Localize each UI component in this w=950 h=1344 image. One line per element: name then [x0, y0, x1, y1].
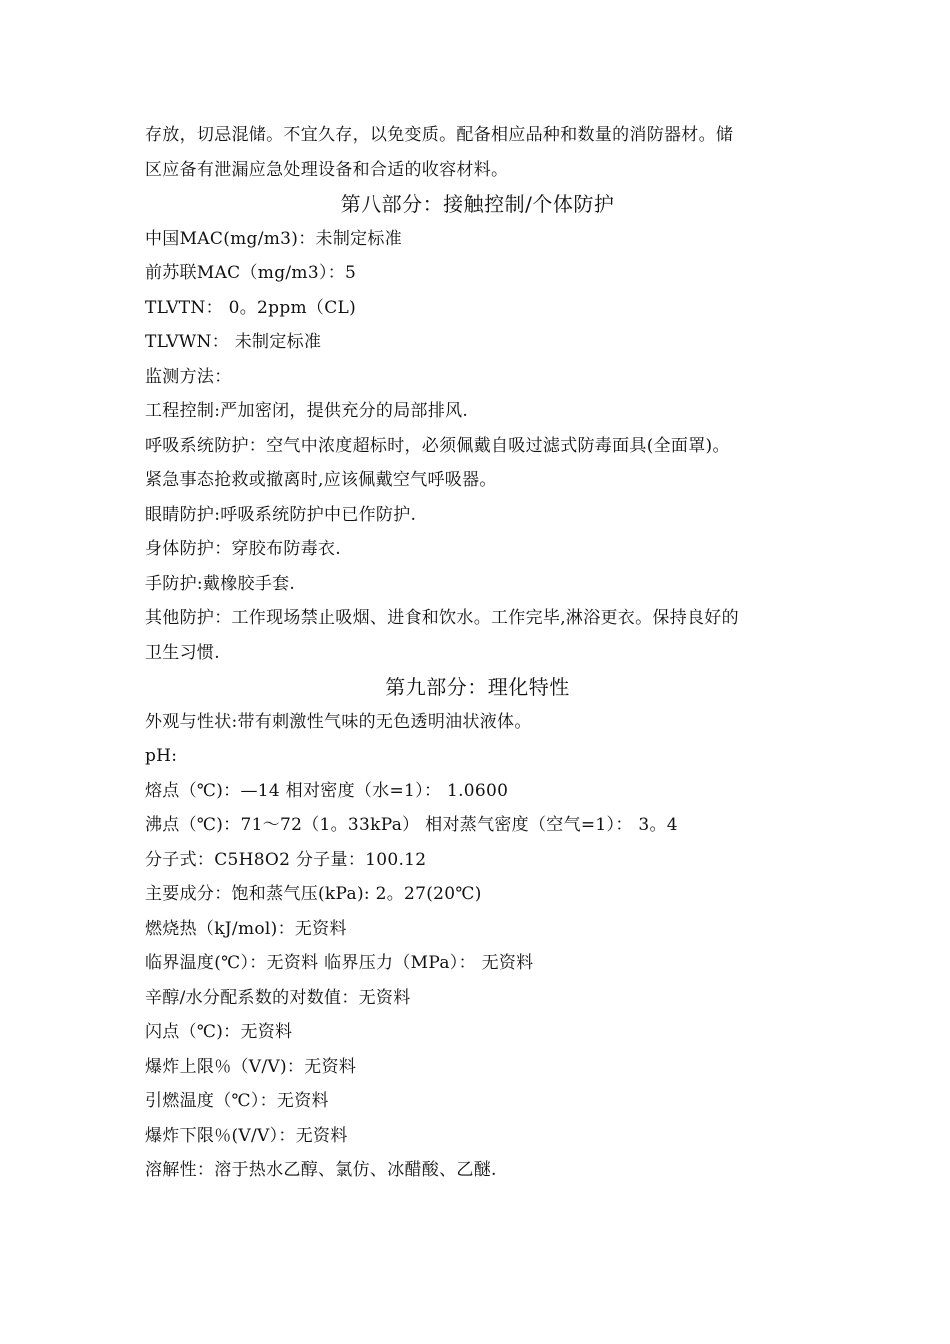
ph-line: pH:: [145, 746, 178, 766]
combustion-heat-line: 燃烧热（kJ/mol)：无资料: [145, 918, 347, 939]
solubility-line: 溶解性：溶于热水乙醇、氯仿、冰醋酸、乙醚.: [145, 1160, 497, 1180]
tlvtn-line: TLVTN： 0。2ppm（CL): [145, 297, 357, 318]
eye-protection-line: 眼睛防护:呼吸系统防护中已作防护.: [145, 504, 417, 525]
tlvwn-line: TLVWN： 未制定标准: [145, 332, 322, 352]
respiratory-protection-line-1: 呼吸系统防护：空气中浓度超标时，必须佩戴自吸过滤式防毒面具(全面罩)。: [145, 435, 730, 456]
storage-text-line-2: 区应备有泄漏应急处理设备和合适的收容材料。: [145, 159, 509, 180]
explosion-upper-limit-line: 爆炸上限％（V/V)：无资料: [145, 1056, 357, 1077]
explosion-lower-limit-line: 爆炸下限％(V/V）：无资料: [145, 1125, 348, 1146]
molecular-formula-line: 分子式：C5H8O2 分子量：100.12: [145, 849, 427, 870]
document-body: [145, 118, 810, 1188]
appearance-line: 外观与性状:带有刺激性气味的无色透明油状液体。: [145, 711, 532, 732]
ignition-temperature-line: 引燃温度（℃）：无资料: [145, 1091, 329, 1111]
flash-point-line: 闪点（℃)：无资料: [145, 1022, 293, 1042]
partition-coefficient-line: 辛醇/水分配系数的对数值：无资料: [145, 987, 411, 1008]
body-protection-line: 身体防护：穿胶布防毒衣.: [145, 539, 342, 559]
china-mac-line: 中国MAC(mg/m3)：未制定标准: [145, 228, 403, 249]
hand-protection-line: 手防护:戴橡胶手套.: [145, 573, 296, 594]
boiling-point-line: 沸点（℃)：71～72（1。33kPa） 相对蒸气密度（空气=1）： 3。4: [145, 815, 678, 835]
critical-temperature-line: 临界温度(℃）：无资料 临界压力（MPa）： 无资料: [145, 953, 534, 973]
monitoring-method-line: 监测方法：: [145, 366, 232, 387]
melting-point-line: 熔点（℃)：—14 相对密度（水=1）： 1.0600: [145, 780, 509, 801]
engineering-control-line: 工程控制:严加密闭，提供充分的局部排风.: [145, 401, 469, 421]
ussr-mac-line: 前苏联MAC（mg/m3）：5: [145, 263, 357, 283]
main-components-line: 主要成分：饱和蒸气压(kPa): 2。27(20℃): [145, 884, 482, 904]
other-protection-line-1: 其他防护：工作现场禁止吸烟、进食和饮水。工作完毕,淋浴更衣。保持良好的: [145, 608, 739, 628]
respiratory-protection-line-2: 紧急事态抢救或撤离时,应该佩戴空气呼吸器。: [145, 470, 497, 490]
section-9-title: 第九部分：理化特性: [385, 675, 570, 699]
section-8-title: 第八部分：接触控制/个体防护: [340, 192, 615, 216]
storage-text-line-1: 存放，切忌混储。不宜久存，以免变质。配备相应品种和数量的消防器材。储: [145, 125, 734, 145]
other-protection-line-2: 卫生习惯.: [145, 642, 220, 663]
